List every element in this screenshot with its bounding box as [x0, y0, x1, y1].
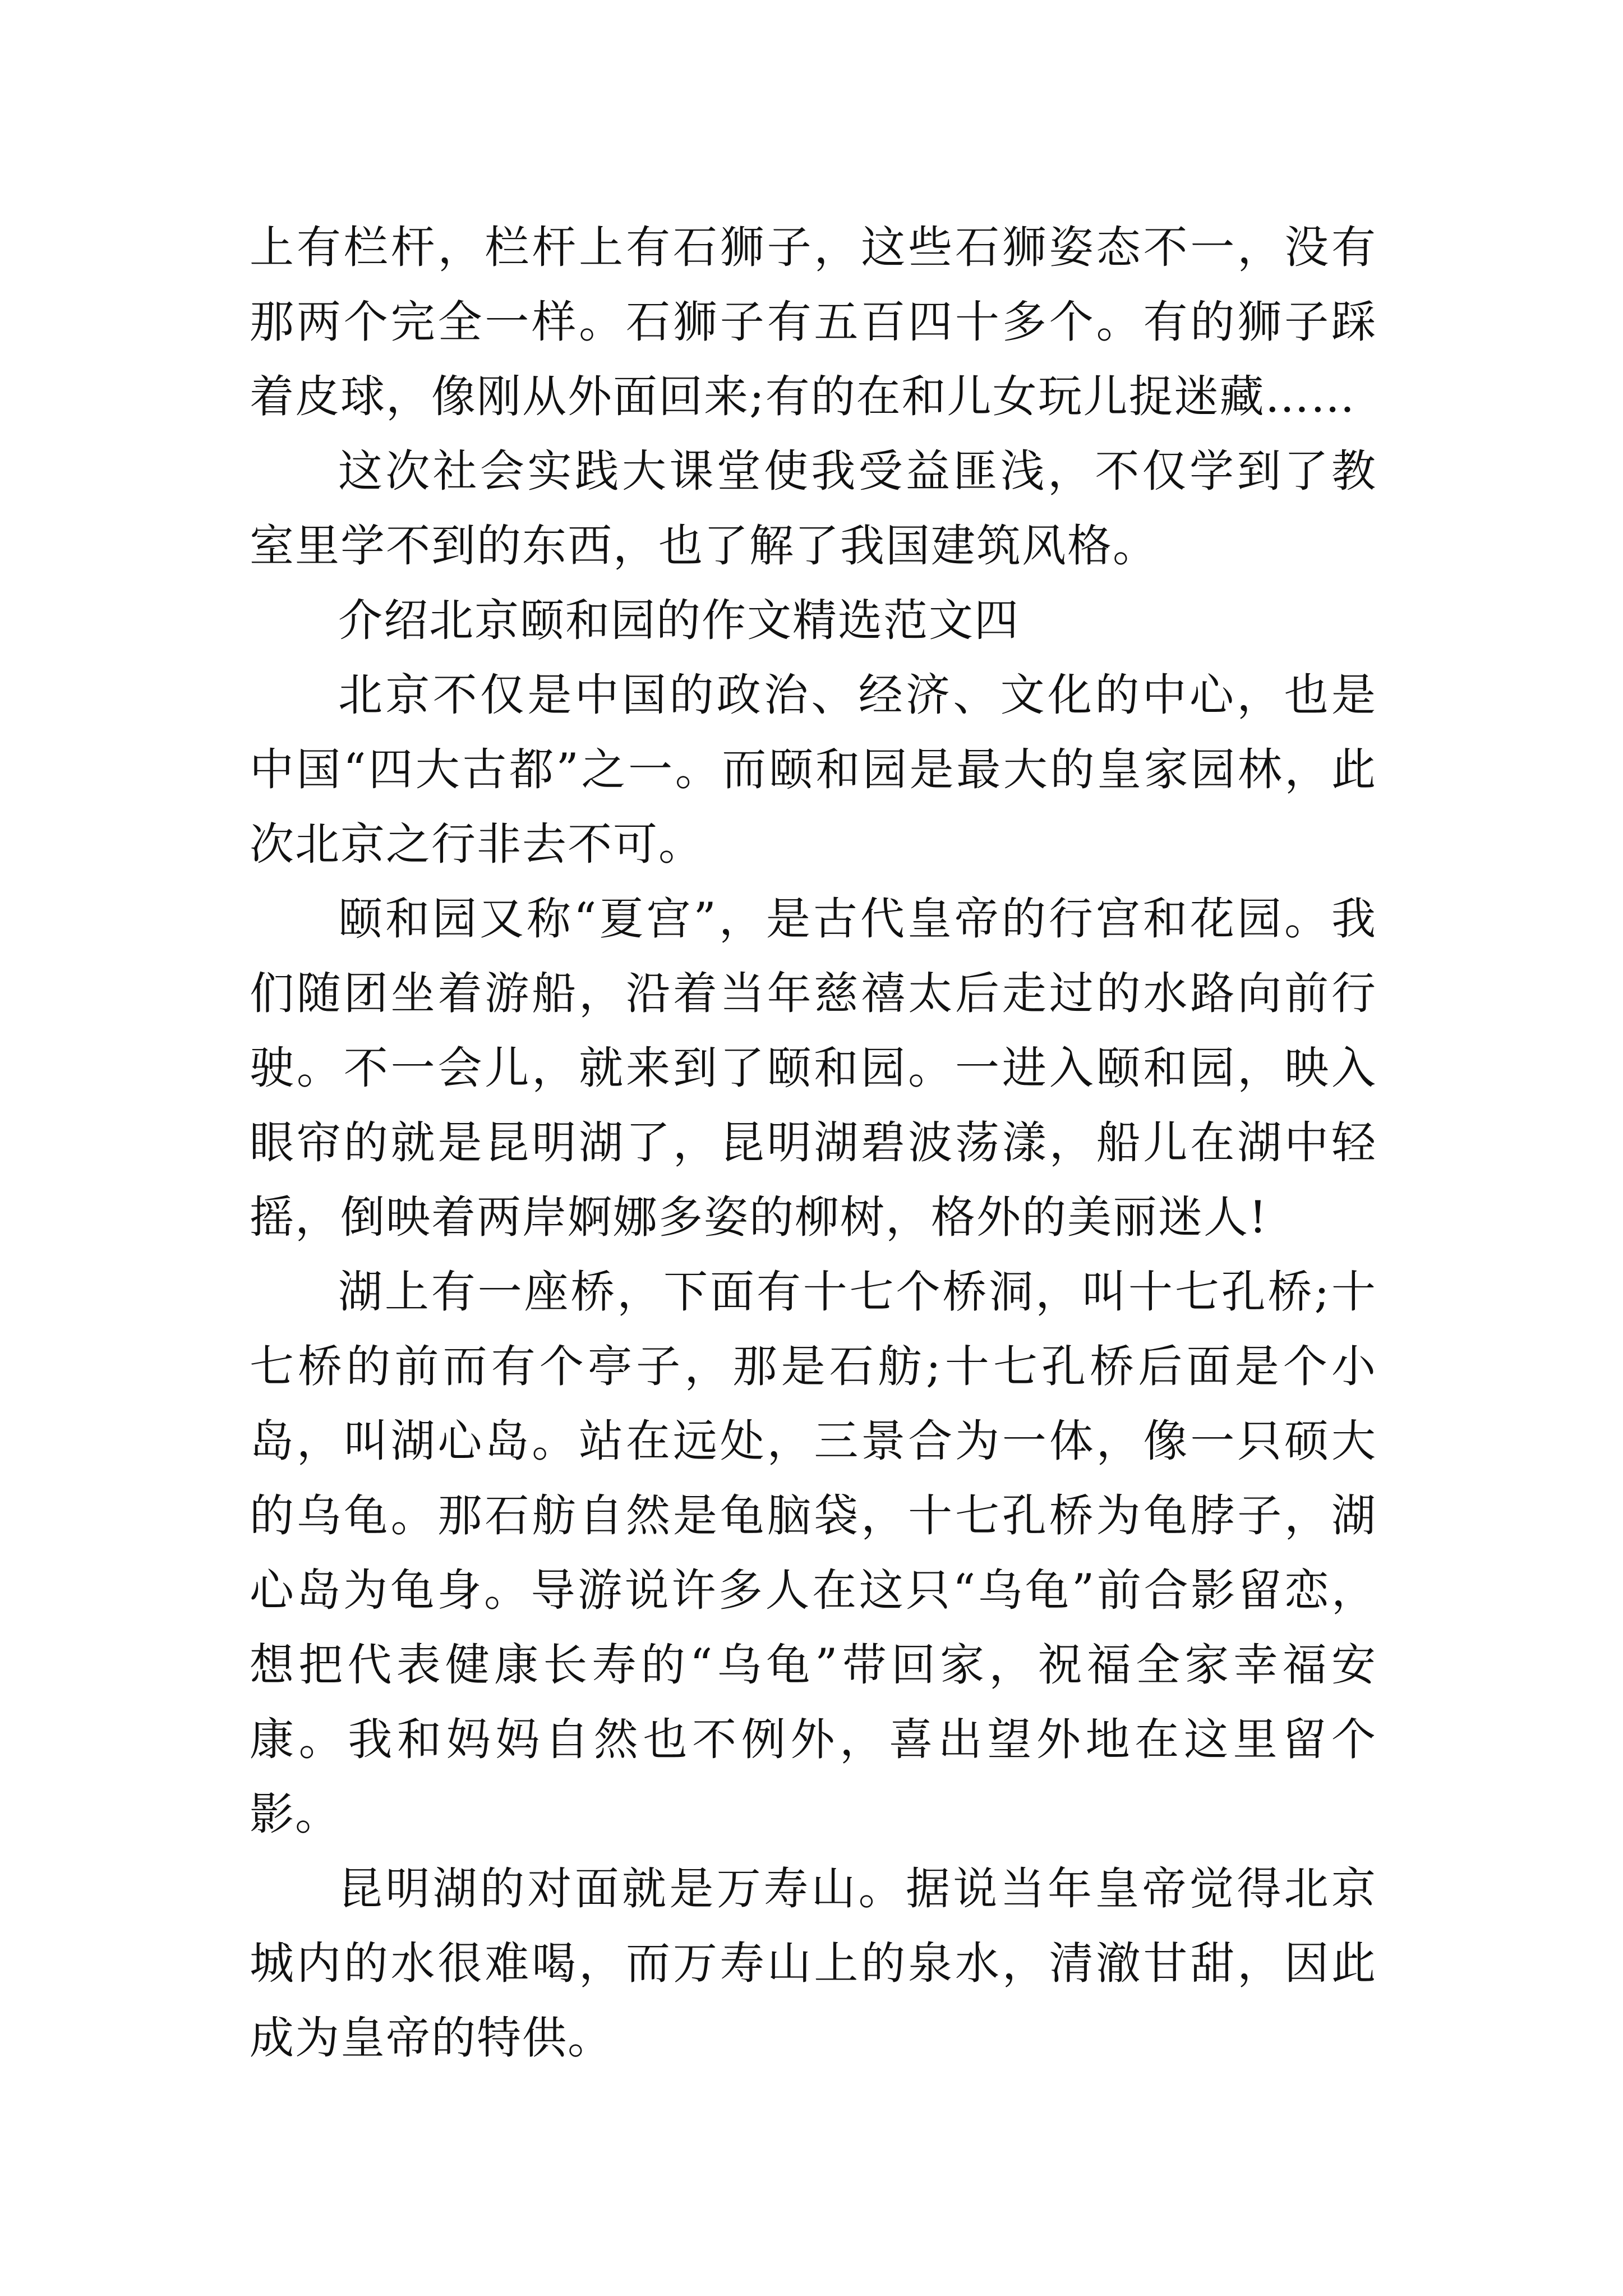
section-heading: 介绍北京颐和园的作文精选范文四 — [338, 595, 1020, 646]
paragraph-summer-palace: 颐和园又称“夏宫”，是古代皇帝的行宫和花园。我们随团坐着游船，沿着当年慈禧太后走过的水路向前行驶。不一会儿，就来到了颐和园。一进入颐和园，映入眼帘的就是昆明湖了，昆明湖碧波荡漾，船儿在湖中轻摇，倒映着两岸婀娜多姿的柳树，格外的美丽迷人! — [250, 893, 1377, 1243]
paragraph-beijing-intro: 北京不仅是中国的政治、经济、文化的中心，也是中国“四大古都”之一。而颐和园是最大的皇家园林，此次北京之行非去不可。 — [250, 669, 1377, 870]
text-column — [250, 210, 1377, 2076]
paragraph-stone-lions: 上有栏杆，栏杆上有石狮子，这些石狮姿态不一，没有那两个完全一样。石狮子有五百四十多个。有的狮子踩着皮球，像刚从外面回来;有的在和儿女玩儿捉迷藏…… — [250, 222, 1377, 422]
paragraph-practice-summary: 这次社会实践大课堂使我受益匪浅，不仅学到了教室里学不到的东西，也了解了我国建筑风格。 — [250, 445, 1377, 572]
paragraph-longevity-hill: 昆明湖的对面就是万寿山。据说当年皇帝觉得北京城内的水很难喝，而万寿山上的泉水，清澈甘甜，因此成为皇帝的特供。 — [250, 1863, 1377, 2064]
paragraph-seventeen-arch-bridge: 湖上有一座桥，下面有十七个桥洞，叫十七孔桥;十七桥的前而有个亭子，那是石舫;十七孔桥后面是个小岛，叫湖心岛。站在远处，三景合为一体，像一只硕大的乌龟。那石舫自然是龟脑袋，十七孔桥为龟脖子，湖心岛为龟身。导游说许多人在这只“乌龟”前合影留恋，想把代表健康长寿的“乌龟”带回家，祝福全家幸福安康。我和妈妈自然也不例外，喜出望外地在这里留个影。 — [250, 1266, 1377, 1840]
